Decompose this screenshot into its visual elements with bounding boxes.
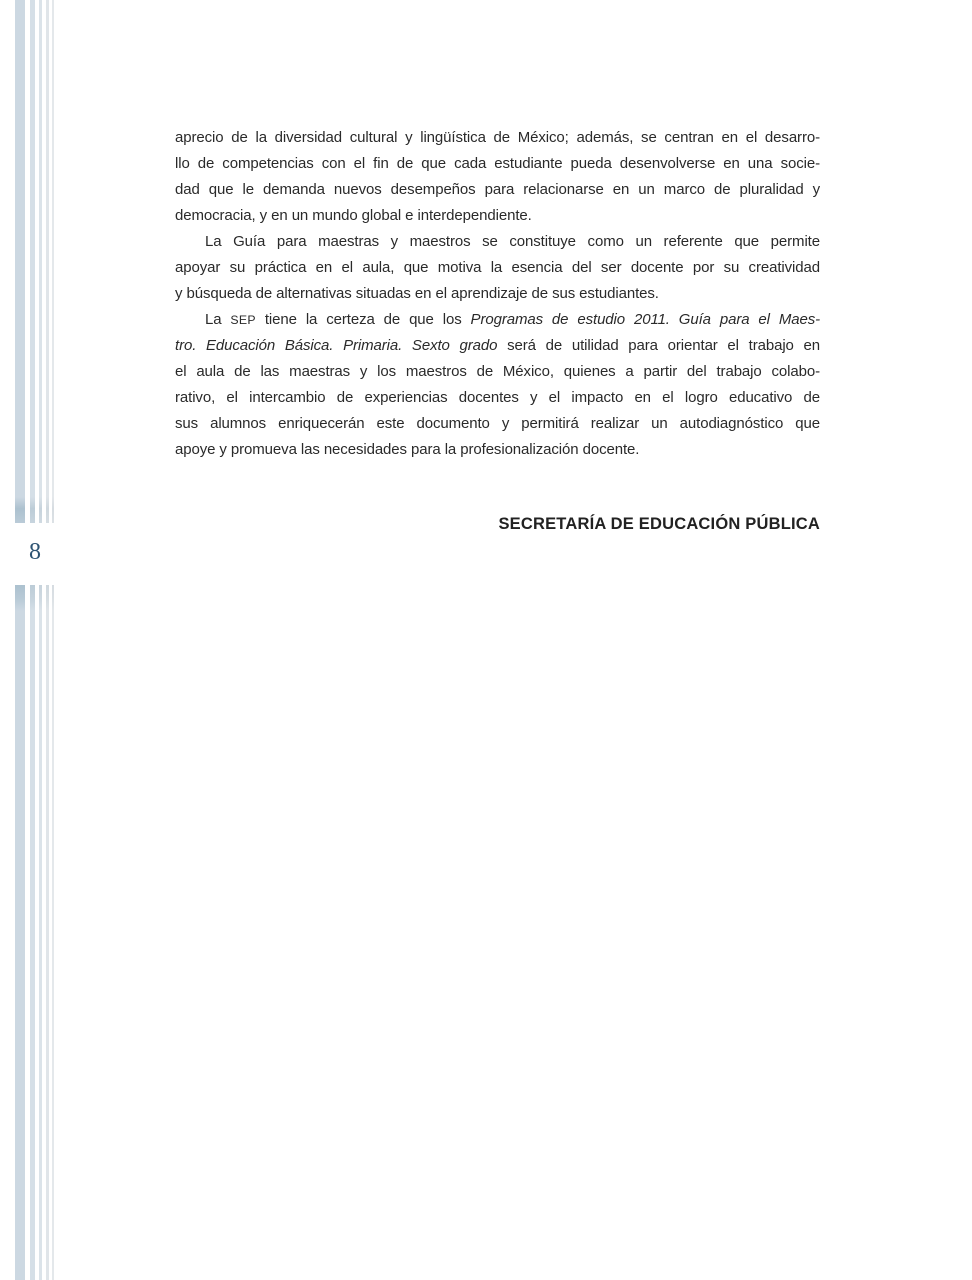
- edge-stripe: [15, 0, 25, 523]
- edge-stripe: [52, 585, 54, 1280]
- text-line: [175, 125, 820, 151]
- body-run: La: [205, 311, 231, 328]
- edge-stripe-cap: [30, 497, 35, 523]
- text-line: [175, 281, 820, 307]
- edge-stripe-cap: [39, 585, 42, 611]
- italic-title-text: Programas de estudio 2011. Guía para el Maes-: [470, 311, 820, 328]
- acronym-text: SEP: [230, 313, 256, 327]
- body-run: llo de competencias con el fin de que cada estudiante pueda desenvolverse en una socie-: [175, 155, 820, 172]
- edge-stripe-cap: [30, 585, 35, 611]
- body-run: La Guía para maestras y maestros se constituye como un referente que permite: [205, 233, 820, 250]
- body-run: apoye y promueva las necesidades para la profesionalización docente.: [175, 441, 640, 458]
- edge-stripe-cap: [46, 585, 49, 611]
- body-run: y búsqueda de alternativas situadas en el aprendizaje de sus estudiantes.: [175, 285, 659, 302]
- edge-stripe: [39, 0, 42, 523]
- edge-stripe-cap: [15, 585, 25, 611]
- edge-stripe-cap: [39, 497, 42, 523]
- edge-stripe-cap: [15, 497, 25, 523]
- edge-stripe: [15, 585, 25, 1280]
- body-run: el aula de las maestras y los maestros de México, quienes a partir del trabajo colabo-: [175, 363, 820, 380]
- document-body: [175, 125, 820, 463]
- edge-stripe: [30, 0, 35, 523]
- text-line: [175, 385, 820, 411]
- page-number: 8: [29, 539, 41, 565]
- text-line: [175, 203, 820, 229]
- text-line: [175, 437, 820, 463]
- text-line: [175, 359, 820, 385]
- text-line: [175, 255, 820, 281]
- text-line: [175, 177, 820, 203]
- text-line: [175, 307, 820, 333]
- edge-stripe: [46, 0, 49, 523]
- edge-stripe-cap: [52, 585, 54, 611]
- edge-stripe-cap: [52, 497, 54, 523]
- body-run: dad que le demanda nuevos desempeños para relacionarse en un marco de pluralidad y: [175, 181, 820, 198]
- edge-stripe: [30, 585, 35, 1280]
- body-run: tiene la certeza de que los: [255, 311, 471, 328]
- body-run: sus alumnos enriquecerán este documento y permitirá realizar un autodiagnóstico que: [175, 415, 820, 432]
- body-run: aprecio de la diversidad cultural y lingüística de México; además, se centran en el desarro-: [175, 129, 820, 146]
- text-line: [175, 411, 820, 437]
- text-line: [175, 333, 820, 359]
- body-run: apoyar su práctica en el aula, que motiva la esencia del ser docente por su creatividad: [175, 259, 820, 276]
- edge-stripe: [39, 585, 42, 1280]
- body-run: democracia, y en un mundo global e interdependiente.: [175, 207, 532, 224]
- body-run: rativo, el intercambio de experiencias docentes y el impacto en el logro educativo de: [175, 389, 820, 406]
- body-run: será de utilidad para orientar el trabajo en: [497, 337, 820, 354]
- edge-stripe-cap: [46, 497, 49, 523]
- text-line: [175, 229, 820, 255]
- signature-line: SECRETARÍA DE EDUCACIÓN PÚBLICA: [498, 515, 820, 533]
- edge-stripe: [52, 0, 54, 523]
- text-line: [175, 151, 820, 177]
- italic-title-text: tro. Educación Básica. Primaria. Sexto grado: [175, 337, 498, 354]
- edge-stripe: [46, 585, 49, 1280]
